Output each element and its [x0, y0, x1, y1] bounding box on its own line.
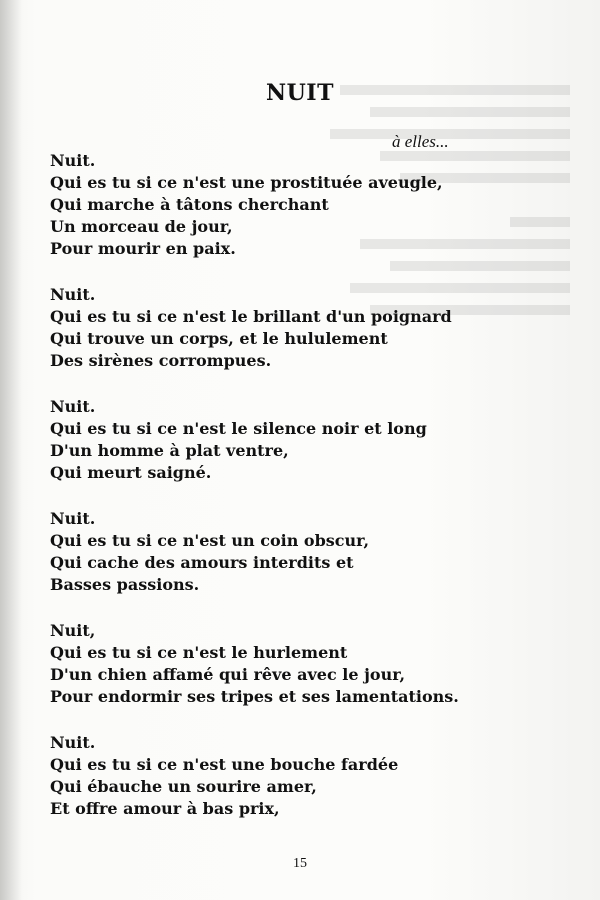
poem-line: Nuit.: [50, 285, 96, 304]
poem-line: Nuit,: [50, 621, 96, 640]
poem-line: Pour endormir ses tripes et ses lamentations.: [50, 687, 459, 706]
poem-line: Nuit.: [50, 151, 96, 170]
poem-line: Qui ébauche un sourire amer,: [50, 777, 317, 796]
poem-line: Et offre amour à bas prix,: [50, 799, 280, 818]
poem-line: Des sirènes corrompues.: [50, 351, 272, 370]
poem-title: NUIT: [266, 80, 334, 106]
poem-line: Qui cache des amours interdits et: [50, 553, 354, 572]
poem-body: [50, 150, 570, 844]
poem-line: Qui meurt saigné.: [50, 463, 212, 482]
poem-stanza: [50, 508, 570, 596]
poem-stanza: [50, 284, 570, 372]
poem-line: Qui es tu si ce n'est le brillant d'un poignard: [50, 307, 452, 326]
poem-line: Qui es tu si ce n'est le silence noir et long: [50, 419, 427, 438]
poem-line: Nuit.: [50, 733, 96, 752]
poem-line: D'un homme à plat ventre,: [50, 441, 289, 460]
poem-line: Basses passions.: [50, 575, 200, 594]
page-number: 15: [293, 856, 307, 871]
binding-shadow: [0, 0, 22, 900]
poem-line: Nuit.: [50, 397, 96, 416]
poem-stanza: [50, 150, 570, 260]
poem-line: Pour mourir en paix.: [50, 239, 236, 258]
poem-line: Qui es tu si ce n'est une prostituée aveugle,: [50, 173, 443, 192]
poem-line: Nuit.: [50, 509, 96, 528]
poem-stanza: [50, 732, 570, 820]
poem-stanza: [50, 620, 570, 708]
poem-line: D'un chien affamé qui rêve avec le jour,: [50, 665, 406, 684]
poem-line: Qui marche à tâtons cherchant: [50, 195, 329, 214]
poem-line: Qui es tu si ce n'est le hurlement: [50, 643, 348, 662]
poem-line: Qui es tu si ce n'est une bouche fardée: [50, 755, 399, 774]
poem-dedication: à elles...: [392, 132, 449, 151]
poem-line: Qui trouve un corps, et le hululement: [50, 329, 388, 348]
poem-line: Qui es tu si ce n'est un coin obscur,: [50, 531, 370, 550]
poem-line: Un morceau de jour,: [50, 217, 233, 236]
poem-stanza: [50, 396, 570, 484]
